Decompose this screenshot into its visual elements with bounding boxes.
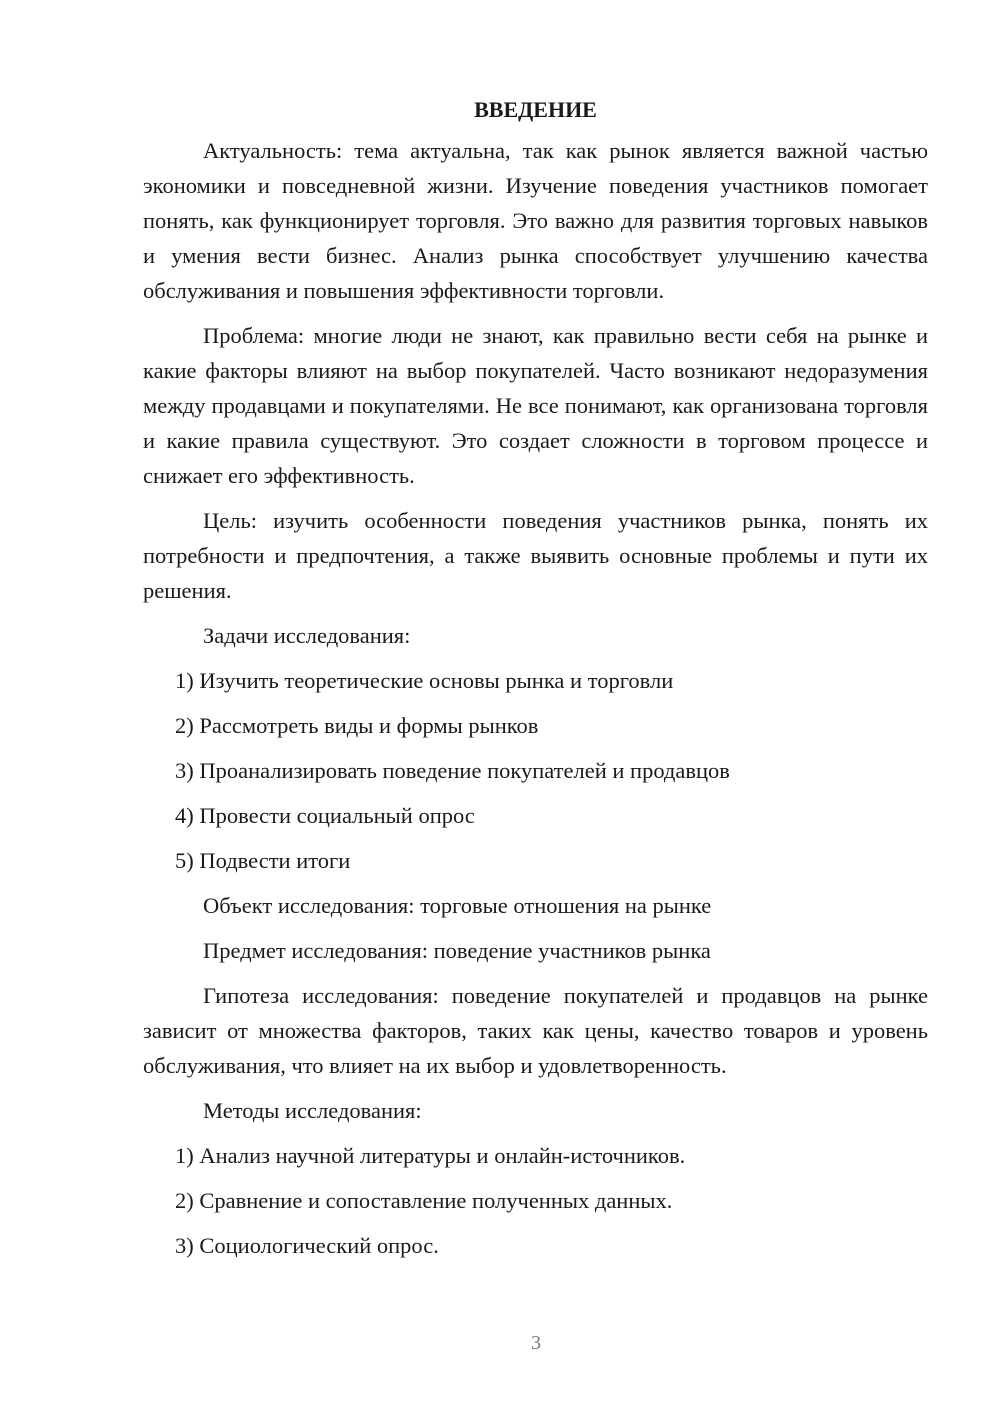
- method-item: 1) Анализ научной литературы и онлайн-источников.: [175, 1143, 686, 1168]
- document-page: [143, 92, 928, 1273]
- tasks-list: [143, 663, 928, 878]
- hypothesis-paragraph: Гипотеза исследования: поведение покупателей и продавцов на рынке зависит от множества факторов, таких как цены, качество товаров и уровень обслуживания, что влияет на их выбор и удовлетворенность.: [143, 983, 928, 1078]
- methods-list: [143, 1138, 928, 1263]
- relevance-paragraph: Актуальность: тема актуальна, так как рынок является важной частью экономики и повседневной жизни. Изучение поведения участников помогает понять, как функционирует торговля. Это важно для развития торговых навыков и умения вести бизнес. Анализ рынка способствует улучшению качества обслуживания и повышения эффективности торговли.: [143, 138, 928, 303]
- task-item: 5) Подвести итоги: [175, 848, 351, 873]
- task-item: 1) Изучить теоретические основы рынка и торговли: [175, 668, 674, 693]
- page-title: ВВЕДЕНИЕ: [474, 97, 597, 122]
- tasks-label: Задачи исследования:: [203, 623, 411, 648]
- task-item: 3) Проанализировать поведение покупателей и продавцов: [175, 758, 730, 783]
- page-number: 3: [531, 1332, 541, 1354]
- goal-paragraph: Цель: изучить особенности поведения участников рынка, понять их потребности и предпочтения, а также выявить основные проблемы и пути их решения.: [143, 508, 928, 603]
- method-item: 2) Сравнение и сопоставление полученных данных.: [175, 1188, 673, 1213]
- object-paragraph: Объект исследования: торговые отношения на рынке: [203, 893, 712, 918]
- task-item: 2) Рассмотреть виды и формы рынков: [175, 713, 539, 738]
- method-item: 3) Социологический опрос.: [175, 1233, 439, 1258]
- subject-paragraph: Предмет исследования: поведение участников рынка: [203, 938, 711, 963]
- problem-paragraph: Проблема: многие люди не знают, как правильно вести себя на рынке и какие факторы влияют на выбор покупателей. Часто возникают недоразумения между продавцами и покупателями. Не все понимают, как организована торговля и какие правила существуют. Это создает сложности в торговом процессе и снижает его эффективность.: [143, 323, 928, 488]
- methods-label: Методы исследования:: [203, 1098, 422, 1123]
- task-item: 4) Провести социальный опрос: [175, 803, 475, 828]
